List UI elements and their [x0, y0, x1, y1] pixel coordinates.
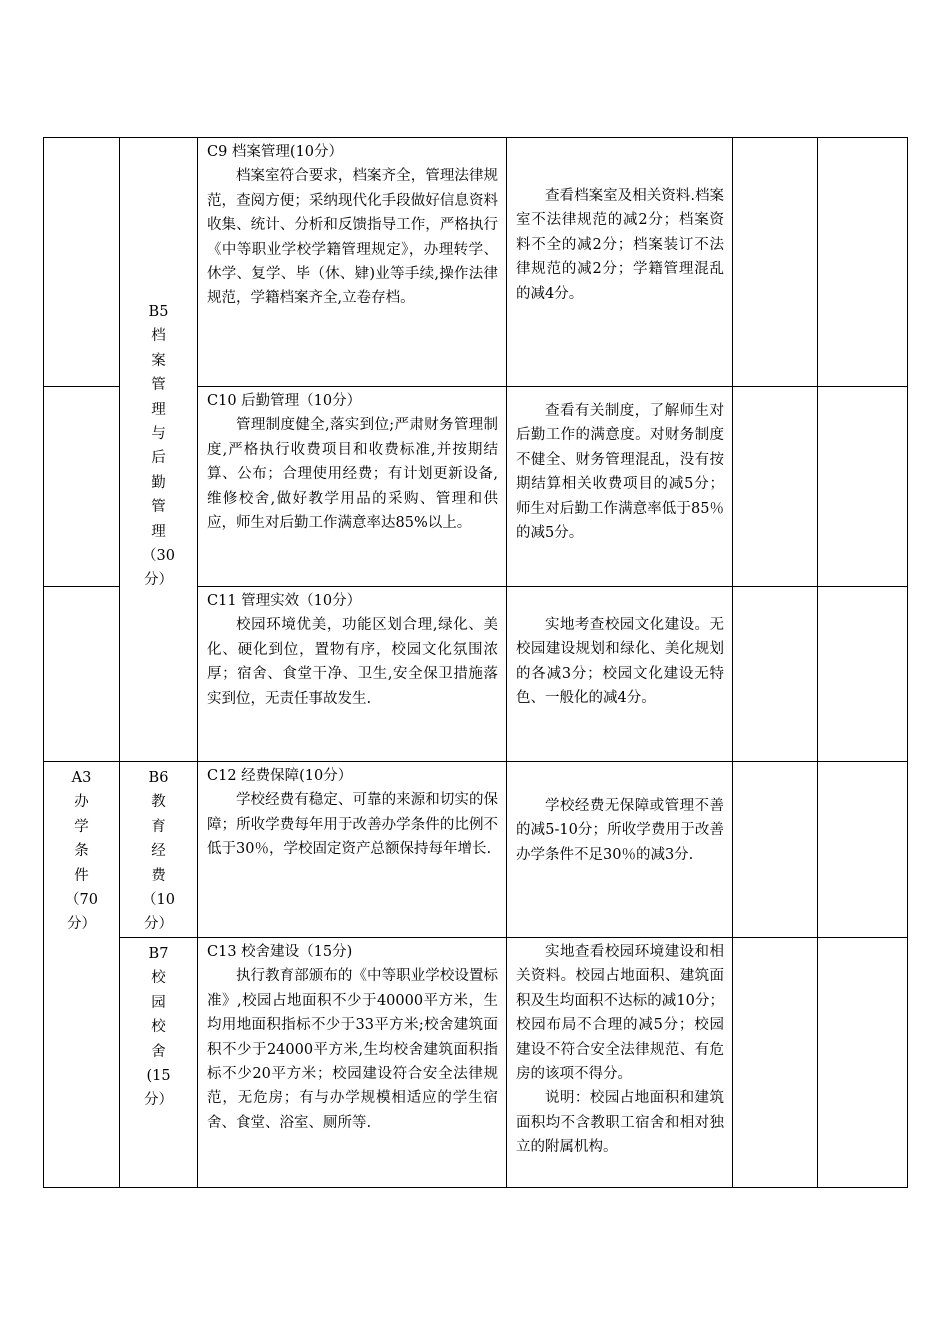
criteria-title: C13 校舍建设（15分)	[207, 944, 353, 960]
score-cell	[733, 587, 818, 762]
table-row	[44, 938, 908, 1188]
level-b-cell-b6: B6 教 育 经 费 （10 分）	[120, 762, 198, 938]
criteria-cell-c12	[198, 762, 507, 938]
criteria-body: 校园环境优美，功能区划合理,绿化、美化、硬化到位，置物有序，校园文化氛围浓厚；宿舍、食堂干净、卫生,安全保卫措施落实到位，无责任事故发生.	[207, 617, 498, 707]
score-cell	[733, 938, 818, 1188]
criteria-body: 档案室符合要求，档案齐全，管理法律规范，查阅方便；采纳现代化手段做好信息资料收集、统计、分析和反馈指导工作，严格执行《中等职业学校学籍管理规定》，办理转学、休学、复学、毕（休、肄)业等手续,操作法律规范，学籍档案齐全,立卷存档。	[207, 168, 498, 307]
level-a-cell-a3: A3 办 学 条 件 （70 分）	[44, 762, 120, 1188]
method-body: 实地查看校园环境建设和相关资料。校园占地面积、建筑面积及生均面积不达标的减10分；校园布局不合理的减5分；校园建设不符合安全法律规范、有危房的该项不得分。	[516, 944, 724, 1083]
criteria-title: C10 后勤管理（10分）	[207, 393, 362, 409]
table-row	[44, 762, 908, 938]
method-cell-c11	[507, 587, 733, 762]
method-cell-c9	[507, 138, 733, 387]
criteria-title: C9 档案管理(10分）	[207, 144, 344, 160]
criteria-cell-c9	[198, 138, 507, 387]
level-b-cell-b7: B7 校 园 校 舍 (15 分）	[120, 938, 198, 1188]
remark-cell	[818, 587, 908, 762]
level-a-cell-empty	[44, 138, 120, 387]
level-b-cell-b5: B5 档 案 管 理 与 后 勤 管 理 （30 分）	[120, 138, 198, 762]
method-cell-c12	[507, 762, 733, 938]
criteria-body: 管理制度健全,落实到位;严肃财务管理制度,严格执行收费项目和收费标准,并按期结算、公布；合理使用经费；有计划更新设备,维修校舍,做好教学用品的采购、管理和供应，师生对后勤工作满意率达85%以上。	[207, 417, 498, 532]
method-body: 学校经费无保障或管理不善的减5-10分；所收学费用于改善办学条件不足30％的减3分.	[516, 798, 724, 863]
table-row	[44, 138, 908, 387]
method-body: 查看档案室及相关资料.档案室不法律规范的减2分；档案资料不全的减2分；档案装订不法律规范的减2分；学籍管理混乱的减4分。	[516, 188, 724, 302]
score-cell	[733, 762, 818, 938]
method-body: 实地考查校园文化建设。无校园建设规划和绿化、美化规划的各减3分；校园文化建设无特色、一般化的减4分。	[516, 617, 724, 707]
remark-cell	[818, 387, 908, 587]
criteria-cell-c10	[198, 387, 507, 587]
remark-cell	[818, 138, 908, 387]
level-a-cell-empty	[44, 387, 120, 587]
criteria-title: C11 管理实效（10分）	[207, 593, 362, 609]
method-note: 说明：校园占地面积和建筑面积均不含教职工宿舍和相对独立的附属机构。	[516, 1090, 724, 1156]
method-cell-c10	[507, 387, 733, 587]
criteria-cell-c13	[198, 938, 507, 1188]
remark-cell	[818, 762, 908, 938]
evaluation-table	[43, 137, 908, 1188]
score-cell	[733, 387, 818, 587]
criteria-title: C12 经费保障(10分）	[207, 768, 353, 784]
remark-cell	[818, 938, 908, 1188]
criteria-body: 学校经费有稳定、可靠的来源和切实的保障；所收学费每年用于改善办学条件的比例不低于30％，学校固定资产总额保持每年增长.	[207, 792, 498, 858]
method-cell-c13	[507, 938, 733, 1188]
criteria-body: 执行教育部颁布的《中等职业学校设置标准》,校园占地面积不少于40000平方米，生均用地面积指标不少于33平方米;校舍建筑面积不少于24000平方米,生均校舍建筑面积指标不少20平方米；校园建设符合安全法律规范，无危房；有与办学规模相适应的学生宿舍、食堂、浴室、厕所等.	[207, 968, 498, 1131]
level-a-cell-empty	[44, 587, 120, 762]
score-cell	[733, 138, 818, 387]
criteria-cell-c11	[198, 587, 507, 762]
method-body: 查看有关制度，了解师生对后勤工作的满意度。对财务制度不健全、财务管理混乱，没有按期结算相关收费项目的减5分；师生对后勤工作满意率低于85％的减5分。	[516, 403, 724, 542]
